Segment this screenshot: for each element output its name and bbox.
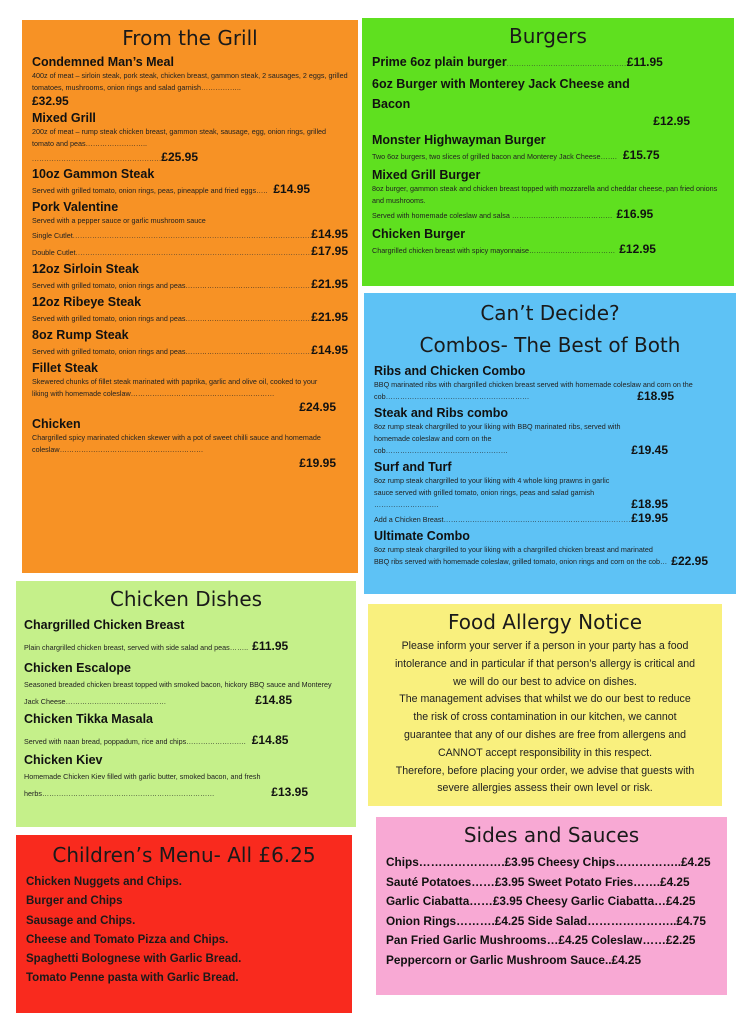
item-desc: Seasoned breaded chicken breast topped with smoked bacon, hickory BBQ sauce and Monterey Jack Cheese…………………………………… — [24, 680, 332, 706]
allergy-panel — [368, 604, 722, 806]
menu-item — [32, 294, 348, 325]
item-name: Chicken Kiev — [24, 753, 103, 767]
burgers-title: Burgers — [509, 24, 587, 48]
item-price: £25.95 — [161, 150, 198, 164]
menu-item — [24, 660, 348, 707]
menu-item — [32, 166, 348, 197]
item-price: £21.95 — [311, 310, 348, 324]
menu-item — [374, 405, 726, 457]
menu-item — [32, 199, 348, 259]
kids-panel — [16, 835, 352, 1013]
item-name: Mixed Grill — [32, 111, 96, 125]
item-price: £14.95 — [311, 227, 348, 241]
item-price: £16.95 — [616, 207, 654, 221]
item-name: Chargrilled Chicken Breast — [24, 618, 185, 632]
allergy-text — [378, 638, 712, 798]
menu-item — [372, 74, 724, 128]
sides-title: Sides and Sauces — [463, 823, 640, 847]
kids-item: Chicken Nuggets and Chips. — [26, 876, 182, 888]
sides-line: Garlic Ciabatta……£3.95 Cheesy Garlic Ciabatta…£4.25 — [386, 894, 696, 909]
item-name: Monster Highwayman Burger — [372, 133, 546, 147]
item-name: Fillet Steak — [32, 361, 98, 375]
chicken-panel — [16, 581, 356, 827]
grill-title: From the Grill — [122, 26, 258, 50]
item-desc: Served with grilled tomato, onion rings and peas………………………….. — [32, 314, 262, 323]
item-name: 8oz Rump Steak — [32, 328, 129, 342]
kids-item: Spaghetti Bolognese with Garlic Bread. — [26, 953, 242, 966]
item-desc: 400z of meat – sirloin steak, pork steak, chicken breast, gammon steak, 2 sausages, 2 eggs, grilled tomatoes, mushrooms, onion rings and salad garnish…………….. — [32, 71, 348, 92]
item-name: Pork Valentine — [32, 200, 119, 214]
burgers-panel — [362, 18, 734, 286]
kids-item: Cheese and Tomato Pizza and Chips. — [26, 933, 229, 946]
menu-item — [372, 54, 724, 70]
menu-item — [372, 226, 724, 257]
item-name: 6oz Burger with Monterey Jack Cheese and Bacon — [372, 77, 630, 111]
item-desc: Chargrilled spicy marinated chicken skewer with a pot of sweet chilli sauce and homemade coleslaw…………………………………………………… — [32, 433, 321, 454]
item-price: £11.95 — [626, 55, 663, 69]
sides-line: Peppercorn or Garlic Mushroom Sauce..£4.25 — [386, 952, 642, 967]
item-desc-2: Served with homemade coleslaw and salsa …………………………………… — [372, 211, 613, 220]
item-desc: 8oz rump steak chargrilled to your liking with BBQ marinated ribs, served with homemade coleslaw and corn on the cob…………………………………………… — [374, 422, 621, 455]
item-price: £12.95 — [619, 242, 656, 256]
item-name: 12oz Ribeye Steak — [32, 295, 142, 309]
item-price: £14.85 — [255, 693, 292, 707]
sub-label: Single Cutlet — [32, 231, 73, 240]
item-price: £18.95 — [631, 497, 668, 511]
item-desc: Served with grilled tomato, onion rings and peas………………………….. — [32, 347, 262, 356]
item-name: Chicken — [32, 417, 81, 431]
menu-item — [32, 416, 348, 470]
item-desc: 200z of meat – rump steak chicken breast, gammon steak, sausage, egg, onion rings, grilled tomato and peas…………………….. — [32, 127, 327, 148]
item-price: £19.95 — [299, 456, 336, 470]
menu-item — [24, 752, 348, 799]
item-price: £12.95 — [653, 114, 690, 128]
allergy-line: Therefore, before placing your order, we advise that guests with — [395, 764, 695, 777]
item-name: 12oz Sirloin Steak — [32, 262, 139, 276]
item-price: £21.95 — [311, 277, 348, 291]
item-desc: Served with a pepper sauce or garlic mushroom sauce — [32, 216, 206, 225]
menu-item — [32, 110, 348, 164]
item-desc: Chargrilled chicken breast with spicy mayonnaise……………………………… — [372, 246, 616, 255]
item-name: Surf and Turf — [374, 460, 452, 474]
item-price: £13.95 — [271, 785, 308, 799]
item-name: Chicken Tikka Masala — [24, 712, 154, 726]
sub-label: Double Cutlet — [32, 248, 76, 257]
kids-item: Burger and Chips — [26, 895, 123, 908]
kids-item: Sausage and Chips. — [26, 914, 136, 927]
item-name: Prime 6oz plain burger — [372, 55, 507, 69]
kids-item: Tomato Penne pasta with Garlic Bread. — [26, 972, 239, 985]
sides-line: Pan Fried Garlic Mushrooms…£4.25 Coleslaw……£2.25 — [386, 933, 696, 948]
item-price: £15.75 — [622, 148, 660, 162]
item-price: £32.95 — [32, 94, 69, 108]
menu-item — [374, 459, 726, 526]
item-name: 10oz Gammon Steak — [32, 167, 155, 181]
item-name: Ribs and Chicken Combo — [374, 364, 526, 378]
item-name: Mixed Grill Burger — [372, 168, 481, 182]
item-name: Chicken Escalope — [24, 661, 131, 675]
grill-panel — [22, 20, 358, 573]
item-price: £11.95 — [252, 639, 289, 653]
menu-item — [32, 327, 348, 358]
allergy-line: severe allergies assess their own level or risk. — [437, 782, 653, 795]
item-desc: Served with grilled tomato, onion rings and peas………………………….. — [32, 281, 262, 290]
allergy-line: we will do our best to advice on dishes. — [453, 675, 637, 688]
menu-item — [32, 54, 348, 108]
item-name: Chicken Burger — [372, 227, 466, 241]
menu-item — [32, 360, 348, 414]
item-price: £14.95 — [311, 343, 348, 357]
sides-line: Sauté Potatoes……£3.95 Sweet Potato Fries…….£4.25 — [386, 874, 690, 889]
allergy-line: The management advises that whilst we do our best to reduce — [399, 693, 691, 706]
item-desc: Homemade Chicken Kiev filled with garlic butter, smoked bacon, and fresh herbs……………………………………………………………… — [24, 772, 261, 798]
extra-label: Add a Chicken Breast…………………………………………………………… — [374, 515, 609, 524]
menu-item — [32, 261, 348, 292]
item-desc: Served with grilled tomato, onion rings, peas, pineapple and fried eggs….. — [32, 186, 268, 195]
menu-item — [24, 711, 348, 748]
menu-item — [24, 617, 348, 654]
allergy-title: Food Allergy Notice — [447, 610, 643, 634]
item-desc: BBQ marinated ribs with chargrilled chicken breast served with homemade coleslaw and corn on the cob…………………………………………………… — [374, 380, 693, 401]
sides-line: Chips………………….£3.95 Cheesy Chips……………..£4.25 — [386, 855, 711, 869]
item-price: £14.95 — [273, 182, 311, 196]
item-desc: 8oz burger, gammon steak and chicken breast topped with mozzarella and cheddar cheese, pan fried onions and mushrooms. — [372, 184, 718, 205]
item-desc: Skewered chunks of fillet steak marinated with paprika, garlic and olive oil, cooked to your liking with homemade coleslaw…………………………………………………… — [32, 377, 318, 398]
sides-panel — [376, 817, 727, 995]
item-price: £19.45 — [631, 443, 668, 457]
allergy-line: the risk of cross contamination in our kitchen, we cannot — [413, 711, 677, 724]
item-price: £19.95 — [631, 511, 668, 525]
item-price: £22.95 — [671, 554, 708, 568]
allergy-line: intolerance and in particular if that person’s allergy is critical and — [394, 657, 696, 670]
item-name: Condemned Man’s Meal — [32, 55, 174, 69]
combos-title-1: Can’t Decide? — [480, 301, 620, 325]
item-price: £17.95 — [311, 244, 348, 258]
menu-item — [374, 528, 726, 568]
allergy-line: CANNOT accept responsibility in this respect. — [437, 746, 653, 759]
item-desc: Served with naan bread, poppadum, rice and chips……………………. — [24, 737, 246, 746]
combos-panel — [364, 293, 736, 594]
item-price: £24.95 — [299, 400, 336, 414]
combos-title-2: Combos- The Best of Both — [419, 333, 681, 357]
kids-title: Children’s Menu- All £6.25 — [52, 843, 316, 867]
allergy-line: guarantee that any of our dishes are free from allergens and — [403, 728, 687, 741]
item-desc: Plain chargrilled chicken breast, served with side salad and peas…….. — [24, 643, 249, 652]
sides-line: Onion Rings……….£4.25 Side Salad…………………..£4.75 — [386, 913, 706, 928]
item-name: Steak and Ribs combo — [374, 406, 509, 420]
item-price: £18.95 — [637, 389, 674, 403]
item-desc: Two 6oz burgers, two slices of grilled bacon and Monterey Jack Cheese……. — [372, 152, 617, 161]
menu-item — [372, 167, 724, 222]
item-desc: 8oz rump steak chargrilled to your liking with 4 whole king prawns in garlic sauce served with grilled tomato, onion rings, peas and salad garnish ……………………… — [374, 476, 610, 509]
allergy-line: Please inform your server if a person in your party has a food — [401, 640, 689, 652]
item-desc: 8oz rump steak chargrilled to your liking with a chargrilled chicken breast and marinated BBQ ribs served with homemade coleslaw, grilled tomato, onion rings and corn on the cob… — [374, 545, 668, 566]
item-name: Ultimate Combo — [374, 529, 470, 543]
chicken-title: Chicken Dishes — [109, 587, 263, 611]
menu-item — [372, 132, 724, 163]
menu-item — [374, 363, 726, 403]
item-price: £14.85 — [251, 733, 289, 747]
